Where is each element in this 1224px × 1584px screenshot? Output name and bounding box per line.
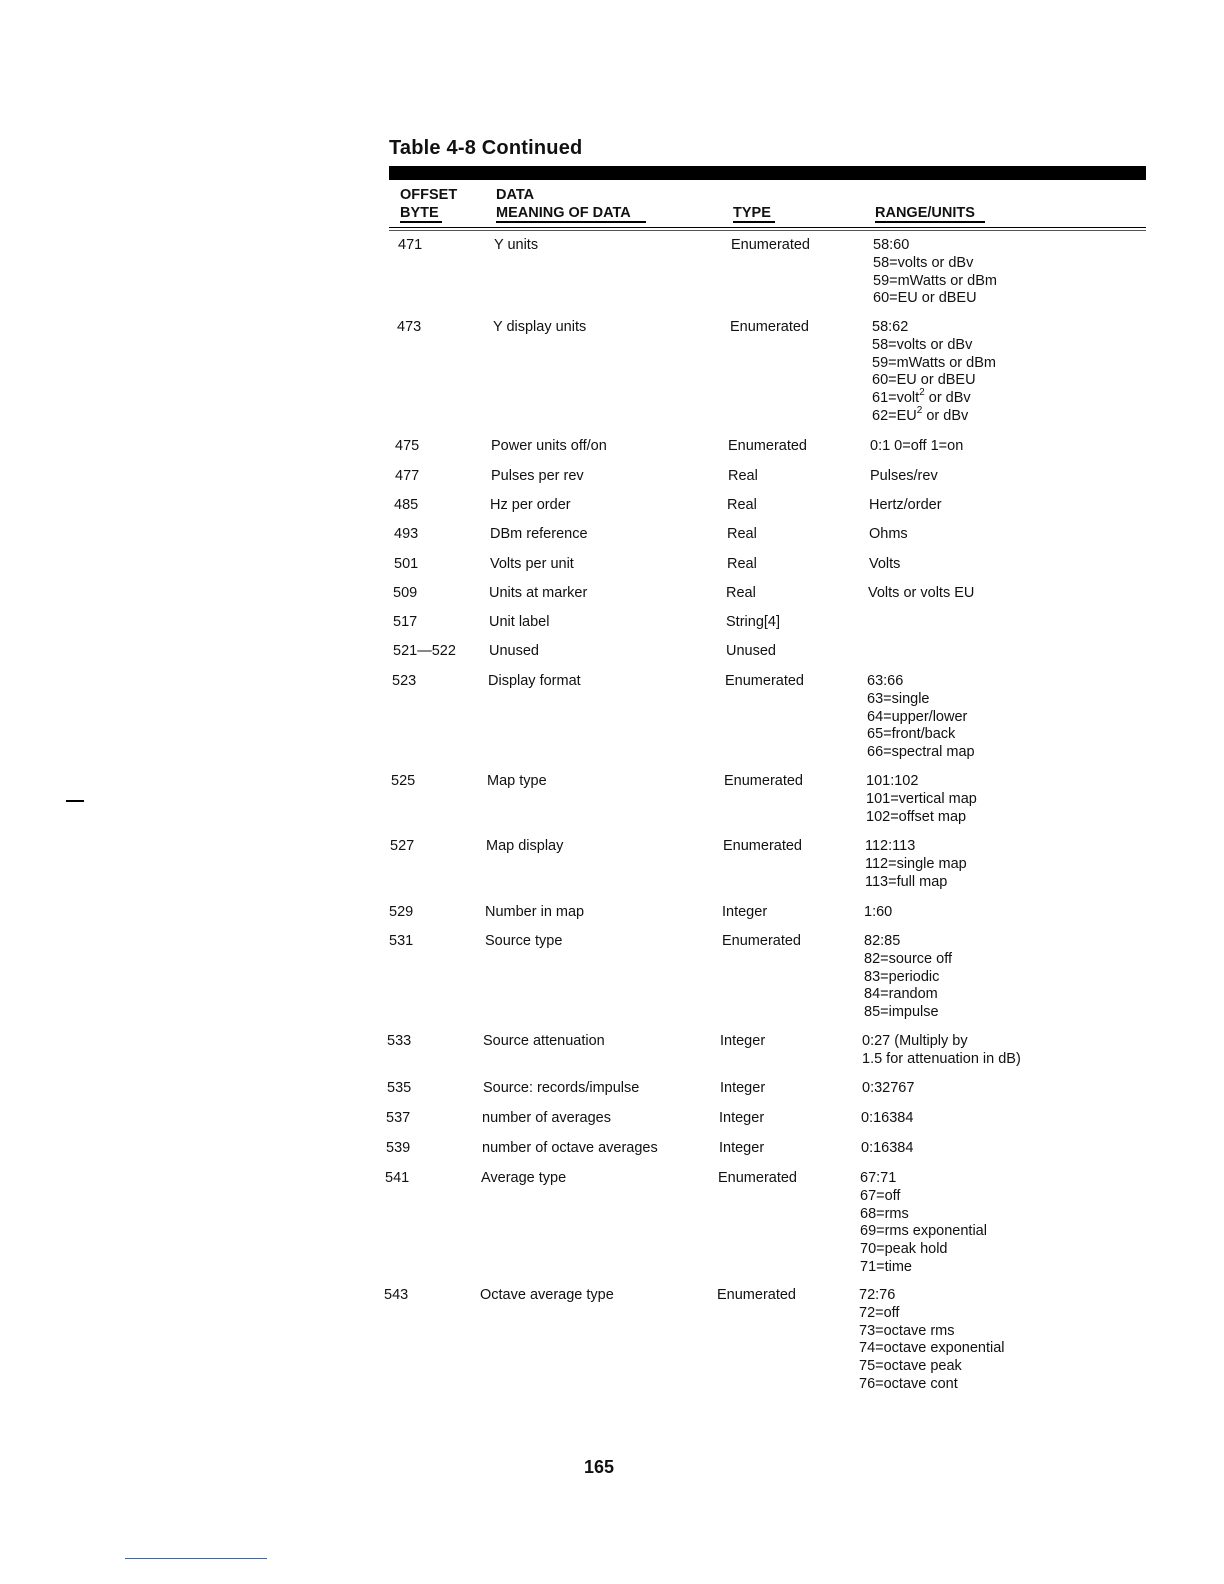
range-line: 0:27 (Multiply by [862, 1033, 968, 1049]
range-line: 71=time [860, 1258, 912, 1275]
range-line: 68=rms [860, 1205, 909, 1222]
header-offset-line1: OFFSET [400, 187, 458, 203]
range-line: Volts or volts EU [868, 585, 975, 601]
range-cell [864, 933, 952, 1022]
type-cell: Enumerated [728, 438, 807, 454]
header-data-line2: MEANING OF DATA [496, 205, 631, 221]
offset-cell: 523 [392, 673, 417, 689]
meaning-cell: Power units off/on [491, 438, 607, 454]
range-line: 112:113 [865, 838, 916, 854]
range-line: 58=volts or dBv [873, 254, 974, 271]
range-line: 70=peak hold [860, 1241, 948, 1258]
offset-cell: 509 [393, 585, 418, 601]
type-cell: Enumerated [723, 838, 802, 854]
meaning-cell: Source attenuation [483, 1033, 605, 1049]
range-line: 101:102 [866, 773, 919, 789]
range-cell [862, 1080, 914, 1098]
meaning-cell: Hz per order [490, 497, 571, 513]
range-line: Hertz/order [869, 497, 942, 513]
meaning-cell: Units at marker [489, 585, 588, 601]
range-line: 0:1 0=off 1=on [870, 438, 964, 454]
range-line: 65=front/back [867, 726, 956, 743]
meaning-cell: Source type [485, 933, 563, 949]
range-cell [861, 1110, 913, 1128]
range-line: Volts [869, 556, 901, 572]
type-cell: Enumerated [725, 673, 804, 689]
range-cell [873, 237, 997, 308]
range-line: $62=EU^2$ or dBv [872, 405, 969, 424]
meaning-cell: Unused [489, 643, 539, 659]
type-cell: Enumerated [730, 319, 809, 335]
type-cell: String[4] [726, 614, 780, 630]
range-line: 63:66 [867, 673, 904, 689]
meaning-cell: Unit label [489, 614, 550, 630]
type-cell: Real [727, 497, 757, 513]
range-line: 74=octave exponential [859, 1340, 1005, 1357]
type-cell: Real [726, 585, 756, 601]
range-line: 102=offset map [866, 808, 967, 825]
meaning-cell: DBm reference [490, 526, 588, 542]
range-cell [868, 585, 974, 603]
meaning-cell: Y display units [493, 319, 587, 335]
meaning-cell: Volts per unit [490, 556, 574, 572]
offset-cell: 485 [394, 497, 419, 513]
meaning-cell: number of averages [482, 1110, 611, 1126]
offset-cell: 533 [387, 1033, 412, 1049]
range-line: 72=off [859, 1304, 900, 1321]
range-line: 58:60 [873, 237, 910, 253]
type-cell: Real [728, 468, 758, 484]
meaning-cell: Pulses per rev [491, 468, 584, 484]
range-line: 60=EU or dBEU [872, 372, 976, 389]
range-line: 82:85 [864, 933, 901, 949]
type-cell: Enumerated [718, 1170, 797, 1186]
range-cell [869, 556, 900, 574]
range-line: 67:71 [860, 1170, 897, 1186]
range-line: 59=mWatts or dBm [872, 354, 996, 371]
range-line: 0:16384 [861, 1140, 914, 1156]
offset-cell: 517 [393, 614, 418, 630]
range-line: 61=volt$^2$ or dBv [872, 387, 971, 407]
range-line: 112=single map [865, 855, 967, 872]
range-line: 66=spectral map [867, 744, 975, 761]
range-line: 76=octave cont [859, 1375, 958, 1392]
meaning-cell: Map type [487, 773, 547, 789]
range-line: 69=rms exponential [860, 1223, 987, 1240]
meaning-cell: Map display [486, 838, 564, 854]
type-cell: Unused [726, 643, 776, 659]
range-line: 84=random [864, 986, 938, 1003]
range-line: 58:62 [872, 319, 909, 335]
range-line: 72:76 [859, 1287, 896, 1303]
range-line: 101=vertical map [866, 790, 977, 807]
type-cell: Enumerated [722, 933, 801, 949]
type-cell: Enumerated [731, 237, 810, 253]
type-cell: Integer [719, 1140, 765, 1156]
offset-cell: 475 [395, 438, 420, 454]
range-cell [867, 673, 975, 762]
range-cell [861, 1140, 913, 1158]
type-cell: Enumerated [717, 1287, 796, 1303]
type-cell: Real [727, 526, 757, 542]
offset-cell: 543 [384, 1287, 409, 1303]
range-cell [859, 1287, 1005, 1394]
offset-cell: 541 [385, 1170, 410, 1186]
header-offset-line2: BYTE [400, 205, 439, 221]
type-cell: Integer [720, 1080, 766, 1096]
range-line: 64=upper/lower [867, 708, 968, 725]
range-line: 0:16384 [861, 1110, 914, 1126]
offset-cell: 527 [390, 838, 415, 854]
range-cell [872, 319, 996, 426]
range-line: 83=periodic [864, 968, 940, 985]
range-cell [860, 1170, 987, 1277]
header-type: TYPE [733, 205, 771, 221]
type-cell: Real [727, 556, 757, 572]
range-cell [864, 904, 892, 922]
meaning-cell: Display format [488, 673, 581, 689]
offset-cell: 501 [394, 556, 419, 572]
meaning-cell: number of octave averages [482, 1140, 658, 1156]
header-range: RANGE/UNITS [875, 205, 975, 221]
range-line: Ohms [869, 526, 908, 542]
offset-cell: 529 [389, 904, 414, 920]
range-line: 1:60 [864, 904, 893, 920]
meaning-cell: Number in map [485, 904, 585, 920]
meaning-cell: Octave average type [480, 1287, 614, 1303]
offset-cell: 535 [387, 1080, 412, 1096]
range-line: 67=off [860, 1187, 901, 1204]
offset-cell: 537 [386, 1110, 411, 1126]
range-line: 60=EU or dBEU [873, 290, 977, 307]
header-data-line1: DATA [496, 187, 535, 203]
range-cell [870, 468, 938, 486]
range-line: 0:32767 [862, 1080, 915, 1096]
range-cell [862, 1033, 1021, 1069]
table-title: Table 4-8 Continued [389, 137, 583, 159]
offset-cell: 477 [395, 468, 420, 484]
type-cell: Integer [719, 1110, 765, 1126]
type-cell: Integer [720, 1033, 766, 1049]
range-line: 58=volts or dBv [872, 336, 973, 353]
range-line: Pulses/rev [870, 468, 938, 484]
range-line: 63=single [867, 690, 930, 707]
type-cell: Enumerated [724, 773, 803, 789]
range-line: 73=octave rms [859, 1322, 955, 1339]
offset-cell: 531 [389, 933, 414, 949]
offset-cell: 539 [386, 1140, 411, 1156]
offset-cell: 473 [397, 319, 422, 335]
page-number: 165 [584, 1457, 615, 1477]
range-line: 59=mWatts or dBm [873, 272, 997, 289]
offset-cell: 493 [394, 526, 419, 542]
bottom-rule [125, 1558, 267, 1559]
range-cell [869, 497, 942, 515]
range-line: 1.5 for attenuation in dB) [862, 1050, 1021, 1067]
range-cell [869, 526, 908, 544]
meaning-cell: Average type [481, 1170, 567, 1186]
type-cell: Integer [722, 904, 768, 920]
range-line: 75=octave peak [859, 1358, 962, 1375]
range-cell [865, 838, 967, 891]
offset-cell: 471 [398, 237, 423, 253]
range-cell [866, 773, 977, 826]
range-cell [870, 438, 963, 456]
offset-cell: 525 [391, 773, 416, 789]
margin-mark [66, 800, 84, 802]
range-line: 85=impulse [864, 1004, 939, 1021]
range-line: 113=full map [865, 873, 948, 890]
offset-cell: 521—522 [393, 643, 456, 659]
meaning-cell: Y units [494, 237, 539, 253]
meaning-cell: Source: records/impulse [483, 1080, 640, 1096]
range-line: 82=source off [864, 950, 953, 967]
